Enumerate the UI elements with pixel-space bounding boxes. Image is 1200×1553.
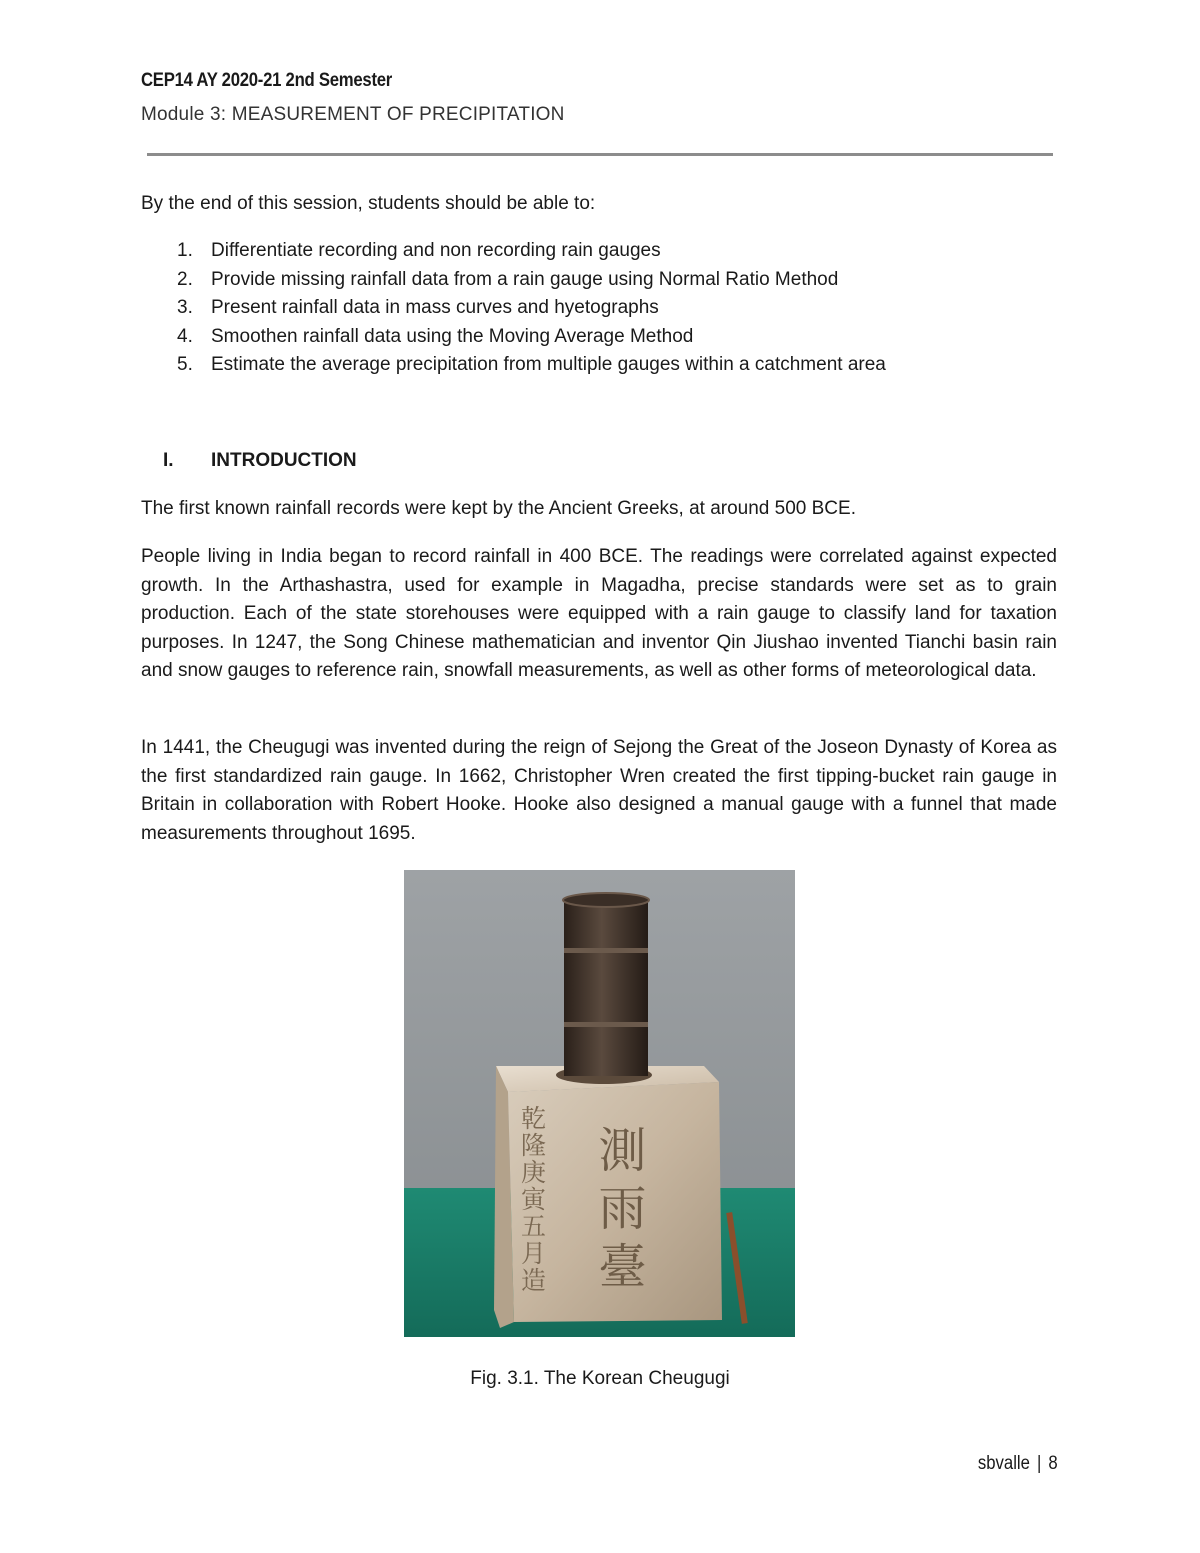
list-item-text: Smoothen rainfall data using the Moving Average Method bbox=[211, 325, 694, 347]
list-item-text: Differentiate recording and non recording rain gauges bbox=[211, 240, 661, 261]
tube-band bbox=[564, 1022, 648, 1027]
figure-caption: Fig. 3.1. The Korean Cheugugi bbox=[470, 1368, 730, 1389]
list-item-number: 2. bbox=[177, 268, 193, 290]
section-number: I. bbox=[163, 450, 174, 471]
module-title: Module 3: MEASUREMENT OF PRECIPITATION bbox=[141, 104, 565, 125]
list-item bbox=[141, 269, 1071, 298]
list-item-text: Estimate the average precipitation from multiple gauges within a catchment area bbox=[211, 354, 886, 375]
list-item-number: 3. bbox=[177, 297, 193, 318]
cheugugi-photo bbox=[404, 870, 795, 1337]
paragraph: People living in India began to record rainfall in 400 BCE. The readings were correlated against expected growth. In the Arthashastra, used for example in Magadha, precise standards were set as to grain production. Each of the state storehouses were equipped with a rain gauge to classify land for taxation purposes. In 1247, the Song Chinese mathematician and inventor Qin Jiushao invented Tianchi basin rain and snow gauges to reference rain, snowfall measurements, as well as other forms of meteorological data. bbox=[141, 546, 1057, 682]
tube-rim bbox=[563, 893, 649, 907]
objectives-intro: By the end of this session, students should be able to: bbox=[141, 193, 596, 214]
list-item-number: 1. bbox=[177, 240, 193, 261]
objectives-list bbox=[141, 240, 1071, 383]
paragraph: In 1441, the Cheugugi was invented during the reign of Sejong the Great of the Joseon Dynasty of Korea as the first standardized rain gauge. In 1662, Christopher Wren created the first tipping-bucket rain gauge in Britain in collaboration with Robert Hooke. Hooke also designed a manual gauge with a funnel that made measurements throughout 1695. bbox=[141, 737, 1057, 844]
list-item-text: Provide missing rainfall data from a rain gauge using Normal Ratio Method bbox=[211, 268, 839, 290]
header-divider bbox=[147, 153, 1053, 156]
list-item-number: 4. bbox=[177, 325, 193, 347]
paragraph: The first known rainfall records were kept by the Ancient Greeks, at around 500 BCE. bbox=[141, 498, 856, 519]
page-footer bbox=[978, 1453, 1058, 1475]
bronze-tube bbox=[564, 900, 648, 1076]
footer-author: sbvalle bbox=[978, 1453, 1031, 1474]
list-item-number: 5. bbox=[177, 354, 193, 375]
list-item bbox=[141, 354, 1071, 383]
footer-separator: | bbox=[1037, 1453, 1042, 1474]
inscription-large: 測雨臺 bbox=[590, 1125, 646, 1299]
list-item bbox=[141, 297, 1071, 326]
list-item bbox=[141, 326, 1071, 355]
course-title: CEP14 AY 2020-21 2nd Semester bbox=[141, 70, 393, 91]
section-title: INTRODUCTION bbox=[211, 450, 357, 471]
inscription-small: 乾隆庚寅五月造 bbox=[517, 1105, 547, 1294]
tube-band bbox=[564, 948, 648, 953]
list-item-text: Present rainfall data in mass curves and hyetographs bbox=[211, 297, 659, 318]
list-item bbox=[141, 240, 1071, 269]
page-number: 8 bbox=[1048, 1453, 1058, 1474]
